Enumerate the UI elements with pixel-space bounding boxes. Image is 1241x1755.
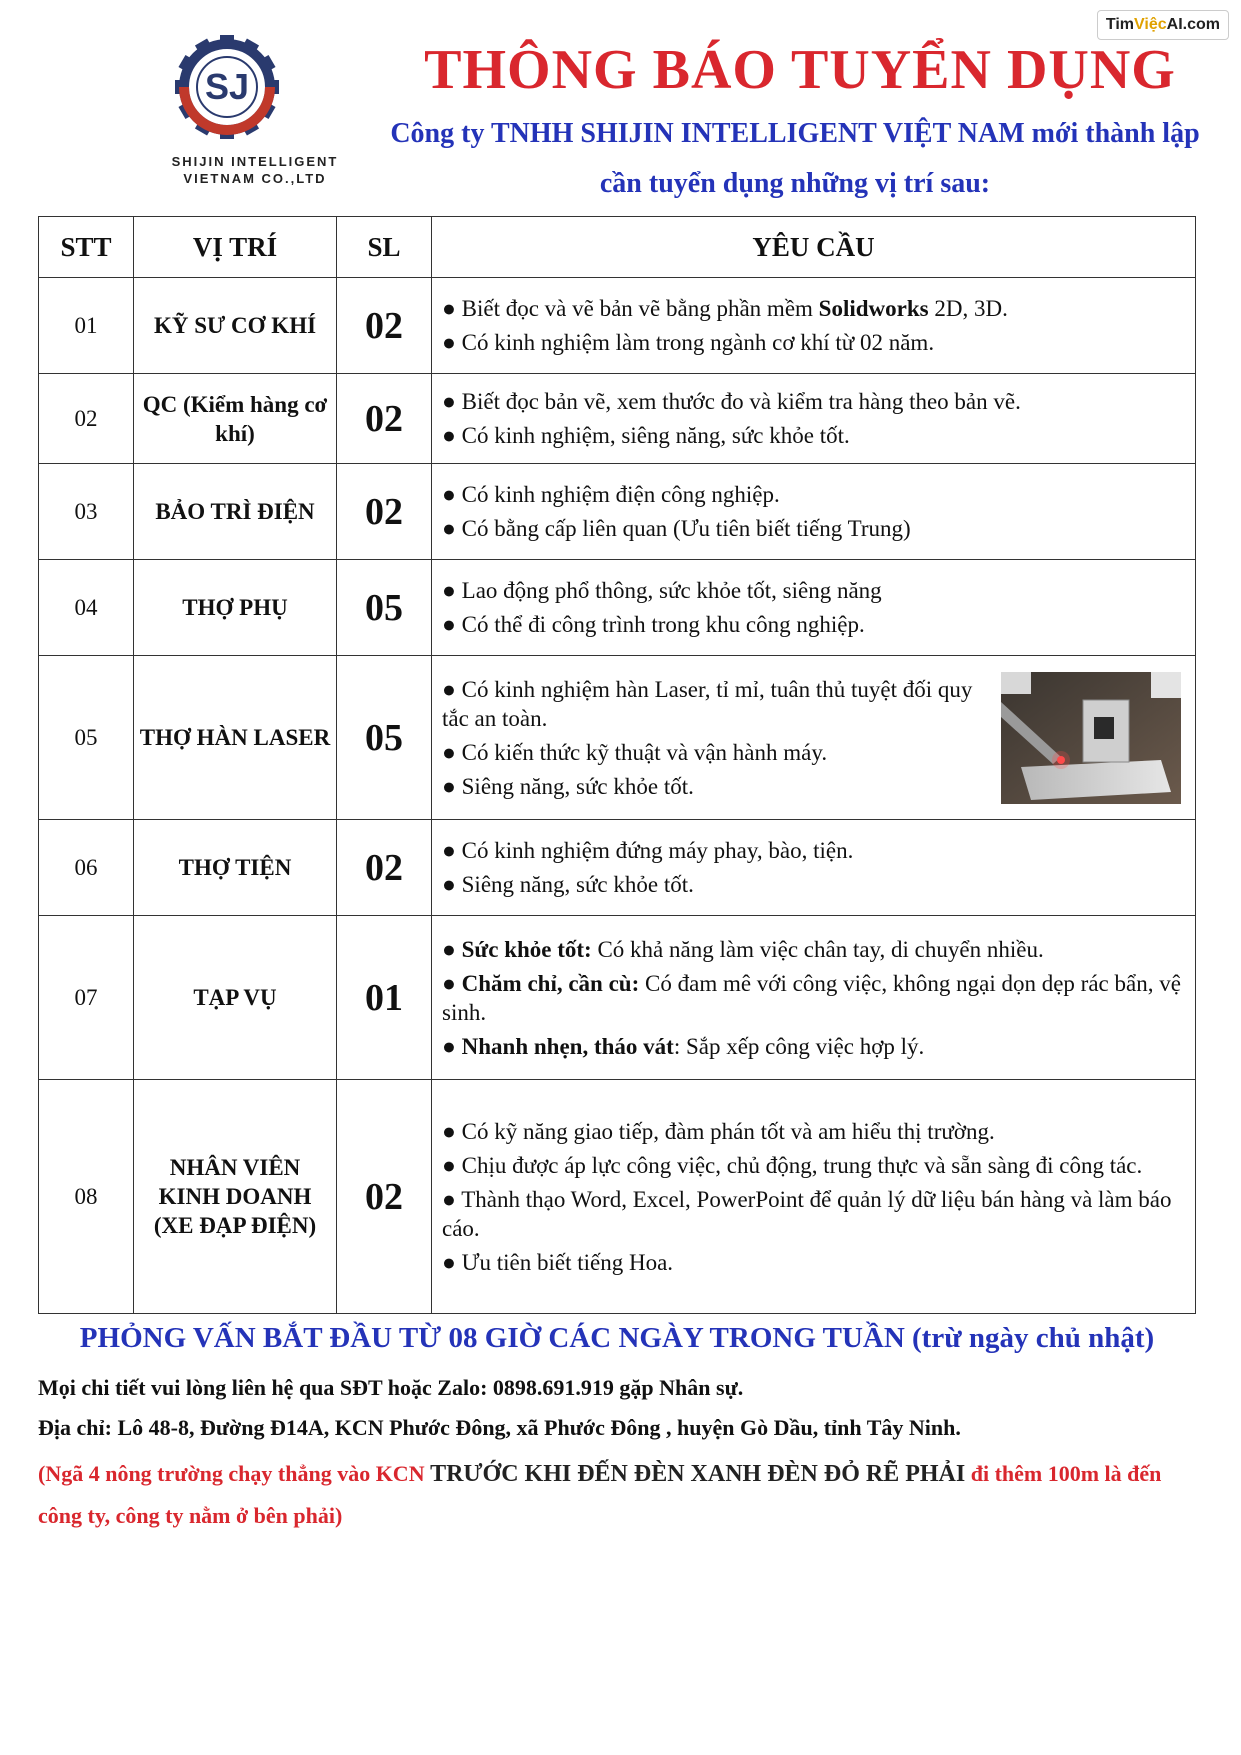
requirement-item: ● Có thể đi công trình trong khu công nghiệp. — [442, 612, 865, 637]
row-requirements — [432, 656, 1196, 820]
row-position: THỢ TIỆN — [134, 820, 337, 916]
logo-initials: SJ — [204, 66, 250, 107]
requirement-item: ● Chịu được áp lực công việc, chủ động, trung thực và sẵn sàng đi công tác. — [442, 1152, 1143, 1178]
watermark-accent: Việc — [1134, 16, 1167, 33]
row-position: THỢ PHỤ — [134, 560, 337, 656]
subtitle-line1: Công ty TNHH SHIJIN INTELLIGENT VIỆT NAM mới thành lập — [390, 118, 1200, 149]
row-requirements — [432, 820, 1196, 916]
table-row — [39, 1080, 1196, 1314]
row-quantity: 02 — [337, 464, 432, 560]
row-quantity: 02 — [337, 278, 432, 374]
table-header-row — [39, 217, 1196, 278]
row-requirements — [432, 560, 1196, 656]
row-quantity: 02 — [337, 820, 432, 916]
requirement-item: ● Ưu tiên biết tiếng Hoa. — [442, 1249, 674, 1275]
requirement-item: ● Sức khỏe tốt: Có khả năng làm việc chân tay, di chuyển nhiều. — [442, 936, 1044, 962]
requirement-item: ● Có kỹ năng giao tiếp, đàm phán tốt và am hiểu thị trường. — [442, 1118, 995, 1144]
contact-info: Mọi chi tiết vui lòng liên hệ qua SĐT hoặc Zalo: 0898.691.919 gặp Nhân sự. — [38, 1375, 744, 1400]
requirement-item: ● Biết đọc và vẽ bản vẽ bằng phần mềm Solidworks 2D, 3D. — [442, 296, 1008, 321]
directions-note — [38, 1453, 1208, 1536]
directions-part2: đi thêm 100m là đến công ty, công ty nằm ở bên phải) — [38, 1461, 1162, 1528]
header-position: VỊ TRÍ — [134, 217, 337, 278]
row-position: THỢ HÀN LASER — [134, 656, 337, 820]
row-requirements — [432, 278, 1196, 374]
row-stt: 03 — [39, 464, 134, 560]
requirement-item: ● Thành thạo Word, Excel, PowerPoint để quản lý dữ liệu bán hàng và làm báo cáo. — [442, 1186, 1172, 1241]
requirement-item: ● Lao động phổ thông, sức khỏe tốt, siêng năng — [442, 578, 882, 603]
watermark-prefix: Tim — [1105, 16, 1135, 33]
page-title: THÔNG BÁO TUYỂN DỤNG — [424, 39, 1176, 101]
subtitle-line2: cần tuyển dụng những vị trí sau: — [599, 168, 991, 199]
table-row — [39, 656, 1196, 820]
table-row — [39, 820, 1196, 916]
row-position: BẢO TRÌ ĐIỆN — [134, 464, 337, 560]
requirement-item: ● Có kiến thức kỹ thuật và vận hành máy. — [442, 739, 828, 765]
row-requirements — [432, 464, 1196, 560]
requirement-item: ● Nhanh nhẹn, tháo vát: Sắp xếp công việc hợp lý. — [442, 1033, 925, 1059]
logo-company-name — [155, 153, 355, 187]
watermark-suffix: AI.com — [1166, 16, 1220, 33]
requirement-item: ● Siêng năng, sức khỏe tốt. — [442, 872, 694, 897]
directions-part1: (Ngã 4 nông trường chạy thẳng vào KCN — [38, 1461, 431, 1486]
table-row — [39, 560, 1196, 656]
laser-welding-photo — [1001, 672, 1181, 804]
directions-highlight: TRƯỚC KHI ĐẾN ĐÈN XANH ĐÈN ĐỎ RẼ PHẢI — [430, 1461, 966, 1487]
row-quantity: 01 — [337, 916, 432, 1080]
row-position: TẠP VỤ — [134, 916, 337, 1080]
header-quantity: SL — [337, 217, 432, 278]
row-requirements — [432, 1080, 1196, 1314]
row-quantity: 05 — [337, 656, 432, 820]
requirement-item: ● Biết đọc bản vẽ, xem thước đo và kiểm tra hàng theo bản vẽ. — [442, 389, 1021, 414]
address-info: Địa chỉ: Lô 48-8, Đường Đ14A, KCN Phước Đông, xã Phước Đông , huyện Gò Dầu, tỉnh Tây Ninh. — [38, 1415, 961, 1440]
row-requirements — [432, 374, 1196, 464]
table-row — [39, 278, 1196, 374]
row-stt: 04 — [39, 560, 134, 656]
row-requirements — [432, 916, 1196, 1080]
requirement-item: ● Có kinh nghiệm, siêng năng, sức khỏe tốt. — [442, 423, 850, 448]
table-row — [39, 374, 1196, 464]
table-row — [39, 916, 1196, 1080]
requirement-item: ● Có kinh nghiệm đứng máy phay, bào, tiện. — [442, 838, 854, 863]
requirement-item: ● Có kinh nghiệm điện công nghiệp. — [442, 482, 780, 507]
row-position: KỸ SƯ CƠ KHÍ — [134, 278, 337, 374]
row-quantity: 05 — [337, 560, 432, 656]
table-row — [39, 464, 1196, 560]
logo-name-line2: VIETNAM CO.,LTD — [183, 171, 327, 186]
requirement-item: ● Siêng năng, sức khỏe tốt. — [442, 773, 694, 799]
row-quantity: 02 — [337, 374, 432, 464]
row-stt: 01 — [39, 278, 134, 374]
requirement-item: ● Có kinh nghiệm hàn Laser, tỉ mỉ, tuân thủ tuyệt đối quy tắc an toàn. — [442, 676, 973, 731]
watermark — [1097, 10, 1229, 40]
requirement-item: ● Có kinh nghiệm làm trong ngành cơ khí từ 02 năm. — [442, 330, 935, 355]
requirement-item: ● Có bằng cấp liên quan (Ưu tiên biết tiếng Trung) — [442, 516, 911, 541]
row-stt: 07 — [39, 916, 134, 1080]
gear-logo-icon — [155, 35, 355, 153]
logo-name-line1: SHIJIN INTELLIGENT — [171, 154, 339, 169]
row-position: NHÂN VIÊN KINH DOANH (XE ĐẠP ĐIỆN) — [134, 1080, 337, 1314]
company-logo — [155, 35, 355, 185]
row-stt: 02 — [39, 374, 134, 464]
interview-notice: PHỎNG VẤN BẮT ĐẦU TỪ 08 GIỜ CÁC NGÀY TRONG TUẦN (trừ ngày chủ nhật) — [79, 1322, 1155, 1354]
row-stt: 06 — [39, 820, 134, 916]
row-position: QC (Kiểm hàng cơ khí) — [134, 374, 337, 464]
row-quantity: 02 — [337, 1080, 432, 1314]
requirement-item: ● Chăm chỉ, cần cù: Có đam mê với công việc, không ngại dọn dẹp rác bẩn, vệ sinh. — [442, 970, 1181, 1025]
jobs-table — [38, 216, 1196, 1314]
row-stt: 08 — [39, 1080, 134, 1314]
header-requirements: YÊU CẦU — [432, 217, 1196, 278]
row-stt: 05 — [39, 656, 134, 820]
header-stt: STT — [39, 217, 134, 278]
